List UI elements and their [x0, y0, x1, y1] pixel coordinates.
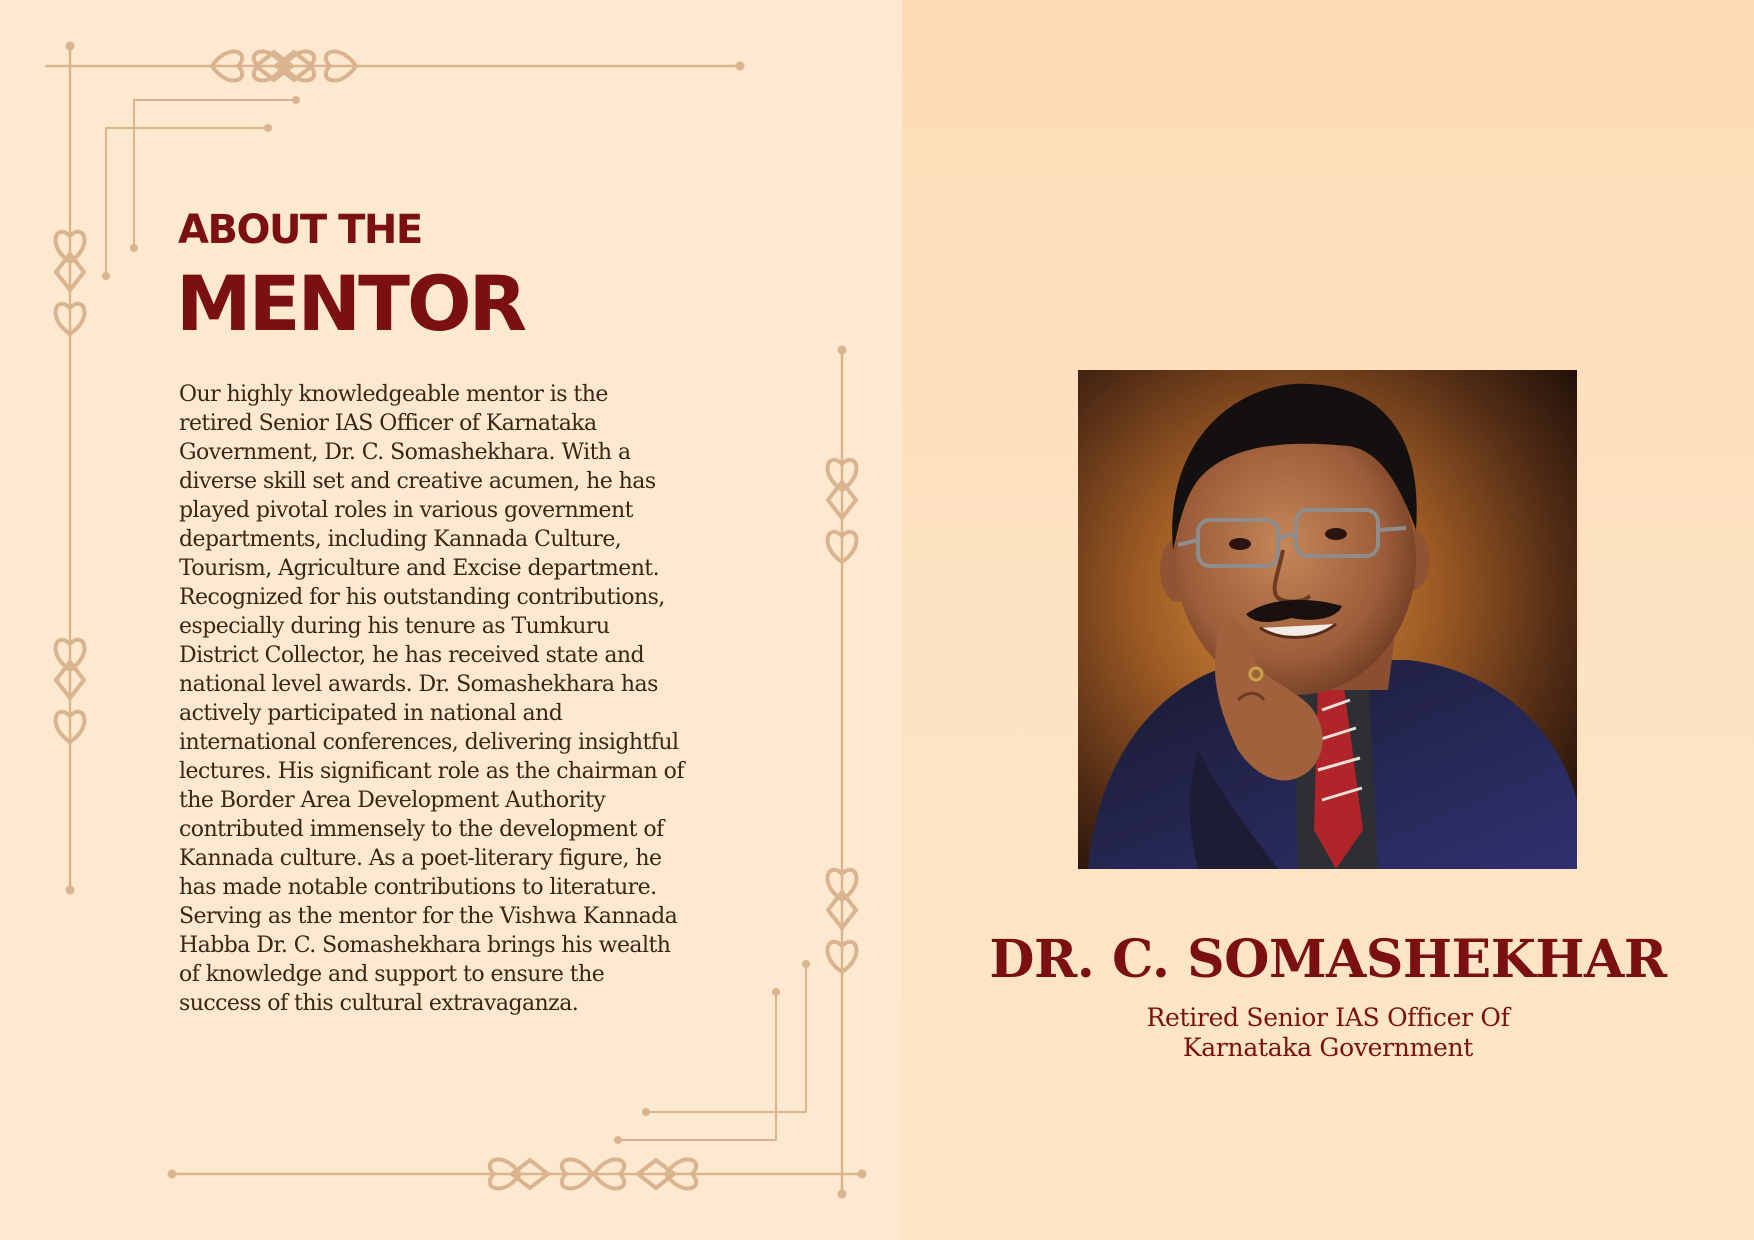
mentor-bio: Our highly knowledgeable mentor is the retired Senior IAS Officer of Karnataka Government, Dr. C. Somashekhara. With a diverse skill set and creative acumen, he has played pivotal roles in various government departments, including Kannada Culture, Tourism, Agriculture and Excise department. Recognized for his outstanding contributions, especially during his tenure as Tumkuru District Collector, he has received state and national level awards. Dr. Somashekhara has actively participated in national and international conferences, delivering insightful lectures. His significant role as the chairman of the Border Area Development Authority contributed immensely to the development of Kannada culture. As a poet-literary figure, he has made notable contributions to literature. Serving as the mentor for the Vishwa Kannada Habba Dr. C. Somashekhara brings his wealth of knowledge and support to ensure the success of this cultural extravaganza.	[179, 382, 684, 1016]
mentor-name: DR. C. SOMASHEKHAR	[989, 929, 1667, 990]
mentor-title: Retired Senior IAS Officer Of Karnataka Government	[1146, 1003, 1510, 1062]
mentor-portrait	[1078, 370, 1577, 869]
section-heading-large: MENTOR	[176, 259, 525, 348]
section-heading-small: ABOUT THE	[178, 207, 422, 253]
